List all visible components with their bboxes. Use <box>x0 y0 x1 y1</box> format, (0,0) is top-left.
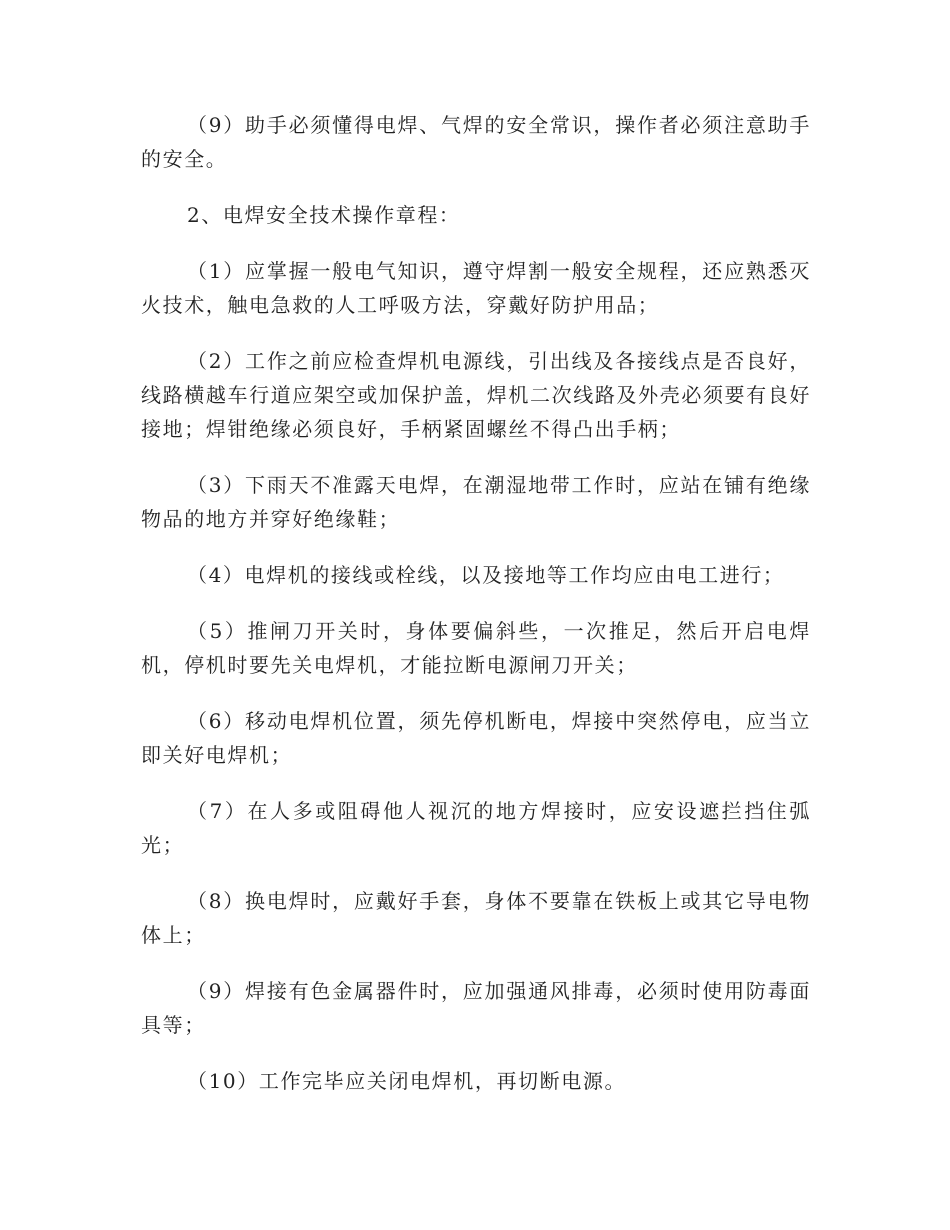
rule-2-paragraph: （2）工作之前应检查焊机电源线，引出线及各接线点是否良好，线路横越车行道应架空或加保护盖，焊机二次线路及外壳必须要有良好接地；焊钳绝缘必须良好，手柄紧固螺丝不得凸出手柄； <box>141 349 811 441</box>
rule-9-paragraph: （9）焊接有色金属器件时，应加强通风排毒，必须时使用防毒面具等； <box>141 979 811 1037</box>
rule-4-paragraph: （4）电焊机的接线或栓线，以及接地等工作均应由电工进行； <box>187 563 785 587</box>
rule-10-paragraph: （10）工作完毕应关闭电焊机，再切断电源。 <box>187 1069 627 1093</box>
rule-8-paragraph: （8）换电焊时，应戴好手套，身体不要靠在铁板上或其它导电物体上； <box>141 889 811 947</box>
rule-7-paragraph: （7）在人多或阻碍他人视沉的地方焊接时，应安设遮拦挡住弧光； <box>141 799 811 857</box>
rule-6-paragraph: （6）移动电焊机位置，须先停机断电，焊接中突然停电，应当立即关好电焊机； <box>141 709 811 767</box>
document-body <box>141 108 811 1120</box>
rule-3-paragraph: （3）下雨天不准露天电焊，在潮湿地带工作时，应站在铺有绝缘物品的地方并穿好绝缘鞋； <box>141 473 811 531</box>
section-heading-electric-welding-rules: 2、电焊安全技术操作章程： <box>187 203 461 227</box>
paragraph-assistant-safety: （9）助手必须懂得电焊、气焊的安全常识，操作者必须注意助手的安全。 <box>141 113 811 171</box>
rule-1-paragraph: （1）应掌握一般电气知识，遵守焊割一般安全规程，还应熟悉灭火技术，触电急救的人工呼吸方法，穿戴好防护用品； <box>141 259 811 317</box>
rule-5-paragraph: （5）推闸刀开关时，身体要偏斜些，一次推足，然后开启电焊机，停机时要先关电焊机，才能拉断电源闸刀开关； <box>141 619 811 677</box>
